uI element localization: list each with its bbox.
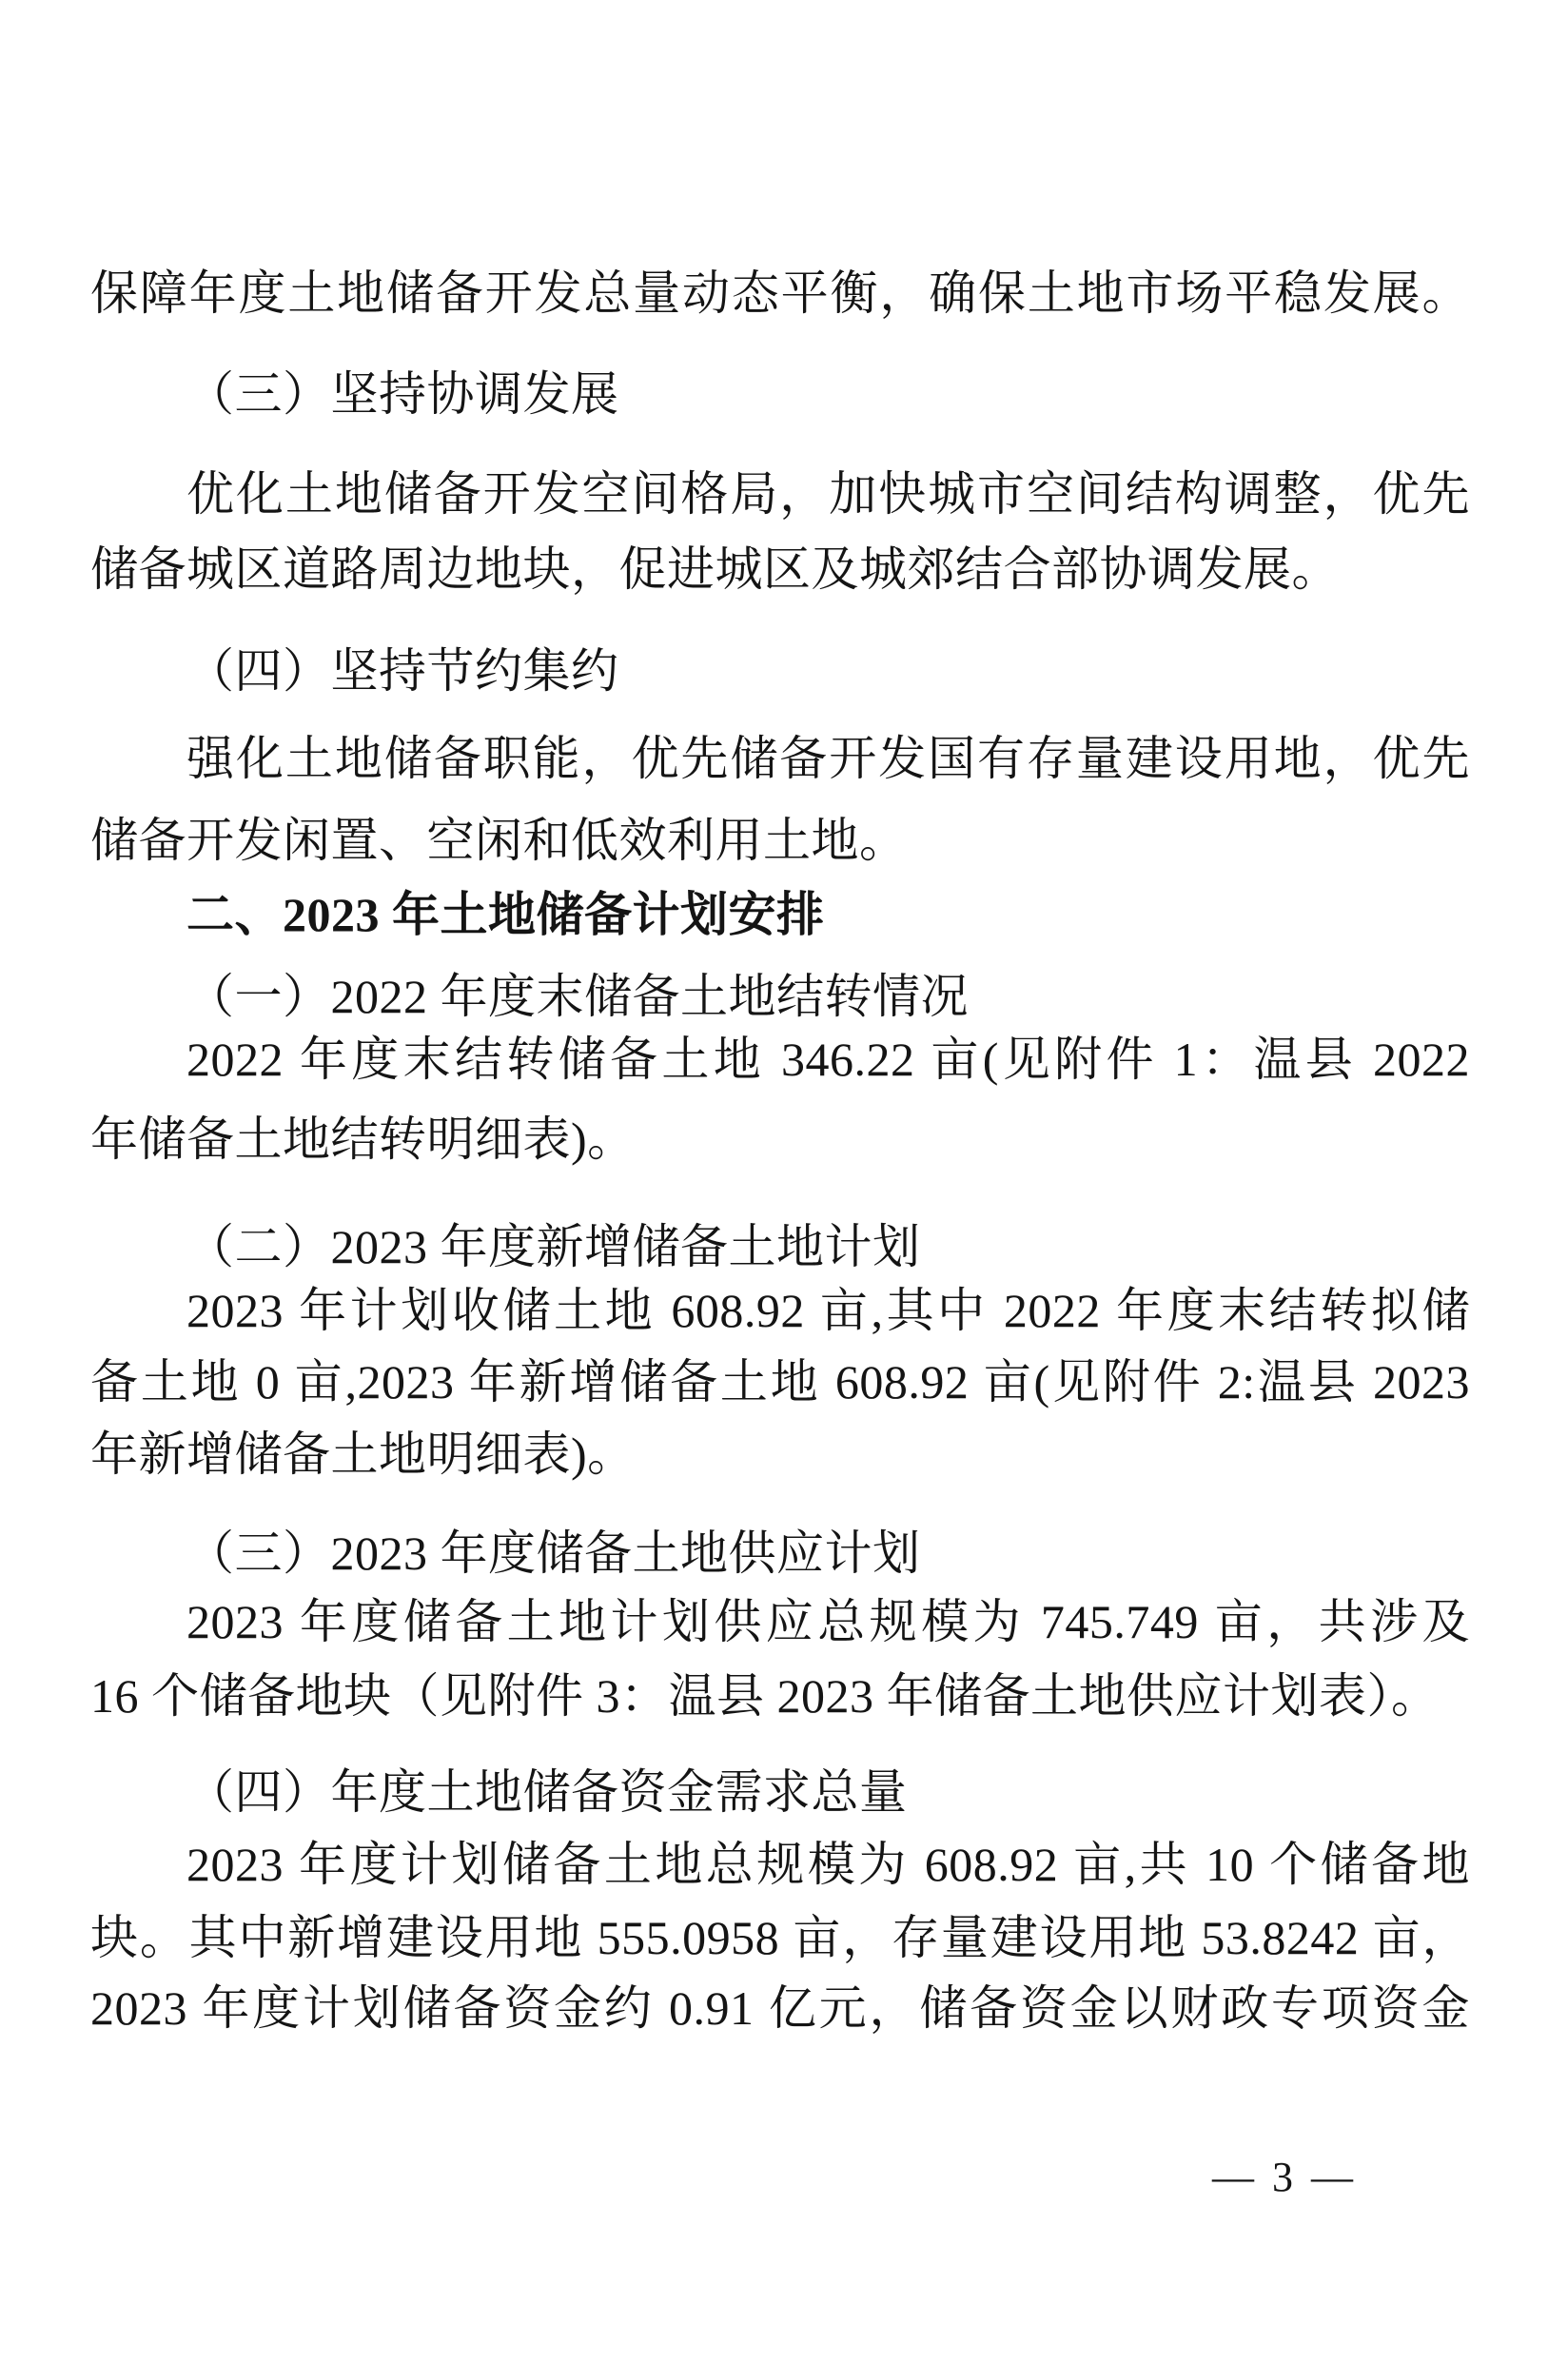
body-line-6: 强化土地储备职能，优先储备开发国有存量建设用地，优先 [186, 732, 1470, 785]
body-line-7: 储备开发闲置、空闲和低效利用土地。 [90, 814, 908, 867]
heading-item-1-2022-carryover: （一）2022 年度末储备土地结转情况 [186, 970, 969, 1023]
body-line-17: 2023 年度储备土地计划供应总规模为 745.749 亩，共涉及 [186, 1595, 1470, 1648]
body-line-11: 年储备土地结转明细表)。 [90, 1113, 636, 1166]
heading-item-4-funding-total: （四）年度土地储备资金需求总量 [186, 1765, 908, 1819]
body-line-15: 年新增储备土地明细表)。 [90, 1428, 636, 1481]
body-line-4: 储备城区道路周边地块，促进城区及城郊结合部协调发展。 [90, 542, 1340, 596]
body-line-18: 16 个储备地块（见附件 3：温县 2023 年储备土地供应计划表）。 [90, 1669, 1440, 1723]
page-number: — 3 — [1212, 2154, 1357, 2200]
body-line-13: 2023 年计划收储土地 608.92 亩,其中 2022 年度末结转拟储 [186, 1284, 1470, 1337]
heading-item-3-coordinated-development: （三）坚持协调发展 [186, 367, 619, 421]
heading-item-2-2023-new-reserve: （二）2023 年度新增储备土地计划 [186, 1220, 921, 1273]
body-line-21: 块。其中新增建设用地 555.0958 亩，存量建设用地 53.8242 亩， [90, 1911, 1470, 1964]
body-line-3: 优化土地储备开发空间格局，加快城市空间结构调整，优先 [186, 467, 1470, 521]
body-line-14: 备土地 0 亩,2023 年新增储备土地 608.92 亩(见附件 2:温县 2023 [90, 1355, 1470, 1409]
heading-item-4-conservation-intensive: （四）坚持节约集约 [186, 644, 619, 698]
section-2-heading: 二、2023 年土地储备计划安排 [186, 888, 825, 941]
body-line-22: 2023 年度计划储备资金约 0.91 亿元，储备资金以财政专项资金 [90, 1981, 1470, 2035]
body-line-1: 保障年度土地储备开发总量动态平衡，确保土地市场平稳发展。 [90, 266, 1470, 320]
body-line-10: 2022 年度末结转储备土地 346.22 亩(见附件 1：温县 2022 [186, 1033, 1470, 1086]
heading-item-3-2023-supply-plan: （三）2023 年度储备土地供应计划 [186, 1527, 921, 1580]
body-line-20: 2023 年度计划储备土地总规模为 608.92 亩,共 10 个储备地 [186, 1838, 1470, 1891]
